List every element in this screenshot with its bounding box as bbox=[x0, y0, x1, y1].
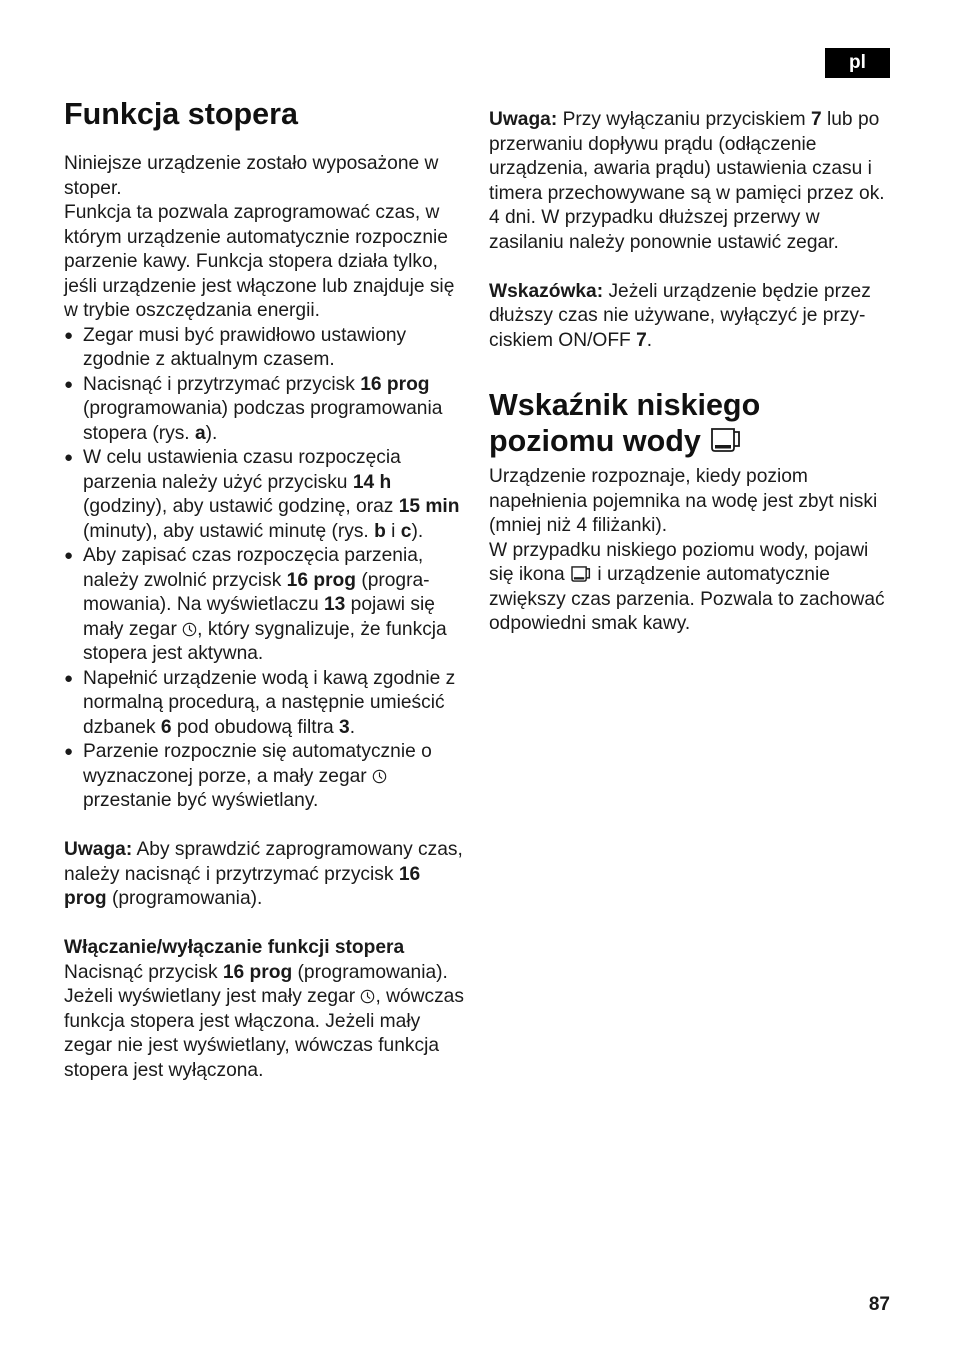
list-item: ● Nacisnąć i przytrzymać przycisk 16 prog (programowania) podczas programowania stopera (rys. a). bbox=[64, 373, 468, 447]
page-number: 87 bbox=[868, 1294, 890, 1315]
tip-paragraph: Wskazówka: Jeżeli urządzenie będzie przez dłuższy czas nie używane, wyłączyć je przyciskiem ON/OFF 7. bbox=[489, 280, 871, 351]
intro-paragraph-2: Funkcja ta pozwala zaprogramować czas, w którym urządzenie automatycznie rozpocznie parzenie kawy. Funkcja stopera działa tylko, jeśli urządzenie jest włączone lub znajduje się w trybie oszczędzania energii. bbox=[64, 202, 455, 321]
toggle-heading: Włączanie/wyłączanie funkcji stopera bbox=[64, 937, 405, 958]
list-item: ● Napełnić urządzenie wodą i kawą zgodnie z normalną procedurą, a następnie umieścić dzbanek 6 pod obudową filtra 3. bbox=[64, 667, 468, 741]
clock-icon bbox=[360, 989, 375, 1004]
low-water-paragraph-2: W przypadku niskiego poziomu wody, pojawi się ikona i urządzenie automatycznie zwiększy czas parzenia. Pozwala to zachować odpowiedni smak kawy. bbox=[489, 539, 885, 634]
list-item: ● Aby zapisać czas rozpoczęcia parzenia, należy zwolnić przycisk 16 prog (programowania). Na wyświetlaczu 13 pojawi się mały zegar , który sygnalizuje, że funkcja stopera jest aktywna. bbox=[64, 544, 468, 667]
section-title-timer: Funkcja stopera bbox=[64, 97, 298, 131]
left-column bbox=[64, 96, 468, 1083]
clock-icon bbox=[372, 769, 387, 784]
list-item: ● W celu ustawienia czasu rozpoczęcia parzenia należy użyć przycisku 14 h (godziny), aby ustawić godzinę, oraz 15 min (minuty), aby ustawić minutę (rys. b i c). bbox=[64, 446, 468, 544]
right-column bbox=[489, 108, 894, 637]
note-paragraph: Uwaga: Aby sprawdzić zaprogramowany czas, należy nacisnąć i przytrzymać przycisk 16 prog (programowania). bbox=[64, 839, 463, 909]
list-item: ● Parzenie rozpocznie się automatycznie o wyznaczonej porze, a mały zegar przestanie być wyświetlany. bbox=[64, 740, 468, 814]
clock-icon bbox=[182, 622, 197, 637]
list-item: ● Zegar musi być prawidłowo ustawiony zgodnie z aktualnym czasem. bbox=[64, 324, 468, 373]
low-water-paragraph-1: Urządzenie rozpoznaje, kiedy poziom napełnienia pojemnika na wodę jest zbyt niski (mniej niż 4 filiżanki). bbox=[489, 466, 878, 536]
toggle-paragraph: Nacisnąć przycisk 16 prog (programowania). Jeżeli wyświetlany jest mały zegar , wówczas funkcja stopera jest włączona. Jeżeli mały zegar nie jest wyświetlany, wówczas funkcja stopera jest wyłączona. bbox=[64, 961, 464, 1081]
language-badge: pl bbox=[825, 48, 890, 78]
section-title-low-water: Wskaźnik niskiego poziomu wody bbox=[489, 388, 761, 458]
intro-paragraph-1: Niniejsze urządzenie zostało wyposażone w stoper. bbox=[64, 153, 439, 199]
power-note-paragraph: Uwaga: Przy wyłączaniu przyciskiem 7 lub po przerwaniu dopływu prądu (odłączenie urządzenia, awaria prądu) ustawienia czasu i timera przechowywane są w pamięci przez ok. 4 dni. W przypadku dłuższej przerwy w zasilaniu należy ponownie ustawić zegar. bbox=[489, 109, 885, 253]
water-tank-icon bbox=[570, 565, 592, 583]
water-tank-icon bbox=[709, 426, 743, 454]
instruction-list bbox=[64, 324, 468, 814]
